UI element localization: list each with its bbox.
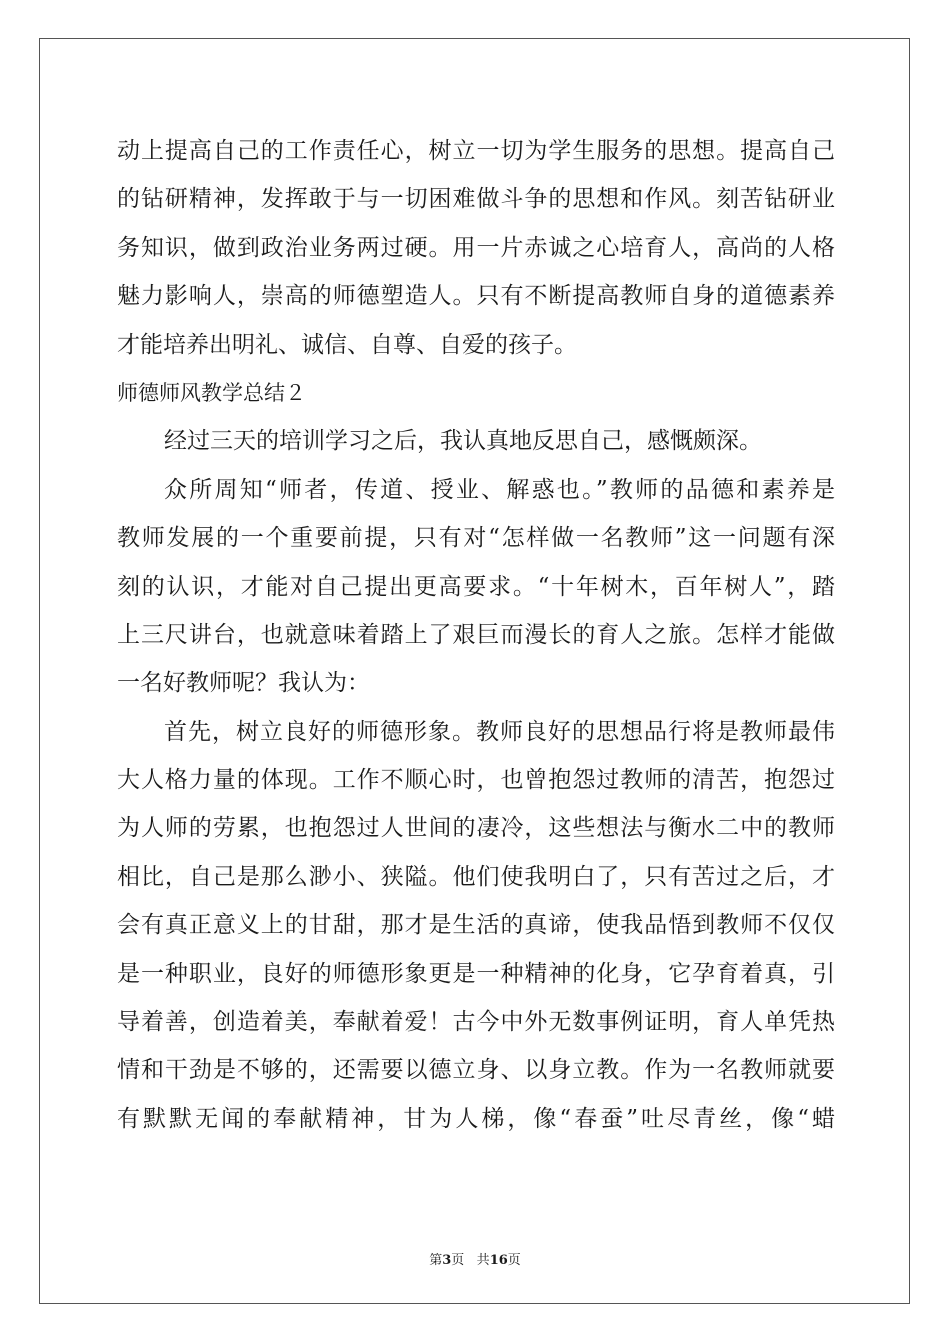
footer-total-prefix: 共 (476, 1253, 490, 1268)
page-footer (0, 1249, 950, 1268)
text-line: 导着善，创造着美，奉献着爱！古今中外无数事例证明，育人单凭热 (117, 1009, 835, 1036)
footer-prefix: 第 (429, 1253, 443, 1268)
text-line: 魅力影响人，崇高的师德塑造人。只有不断提高教师自身的道德素养 (117, 283, 835, 310)
text-line: 是一种职业，良好的师德形象更是一种精神的化身，它孕育着真，引 (117, 960, 835, 987)
text-line: 众所周知“师者，传道、授业、解惑也。”教师的品德和素养是 (164, 476, 835, 503)
page-number: 3 (442, 1253, 452, 1268)
paragraph-3 (117, 466, 835, 708)
paragraph-1 (117, 127, 835, 369)
text-line: 才能培养出明礼、诚信、自尊、自爱的孩子。 (117, 331, 577, 358)
document-body (117, 127, 835, 1143)
text-line: 会有真正意义上的甘甜，那才是生活的真谛，使我品悟到教师不仅仅 (117, 912, 835, 939)
section-heading: 师德师风教学总结２ (117, 380, 306, 405)
text-line: 刻的认识，才能对自己提出更高要求。“十年树木，百年树人”，踏 (117, 573, 835, 600)
text-line: 一名好教师呢？我认为： (117, 670, 370, 697)
text-line: 相比，自己是那么渺小、狭隘。他们使我明白了，只有苦过之后，才 (117, 863, 835, 890)
text-line: 情和干劲是不够的，还需要以德立身、以身立教。作为一名教师就要 (117, 1057, 835, 1084)
total-pages: 16 (489, 1253, 508, 1268)
text-line: 大人格力量的体现。工作不顺心时，也曾抱怨过教师的清苦，抱怨过 (117, 767, 835, 794)
text-line: 动上提高自己的工作责任心，树立一切为学生服务的思想。提高自己 (117, 138, 835, 164)
text-line: 有默默无闻的奉献精神，甘为人梯，像“春蚕”吐尽青丝，像“蜡 (117, 1105, 835, 1132)
text-line: 经过三天的培训学习之后，我认真地反思自己，感慨颇深。 (164, 428, 762, 455)
text-line: 为人师的劳累，也抱怨过人世间的凄冷，这些想法与衡水二中的教师 (117, 815, 835, 842)
text-line: 上三尺讲台，也就意味着踏上了艰巨而漫长的育人之旅。怎样才能做 (117, 621, 835, 648)
text-line: 首先，树立良好的师德形象。教师良好的思想品行将是教师最伟 (164, 718, 835, 745)
paragraph-4 (117, 708, 835, 1144)
footer-total-suffix: 页 (507, 1253, 521, 1268)
paragraph-2 (117, 417, 835, 465)
text-line: 教师发展的一个重要前提，只有对“怎样做一名教师”这一问题有深 (117, 525, 835, 552)
text-line: 的钻研精神，发挥敢于与一切困难做斗争的思想和作风。刻苦钻研业 (117, 186, 835, 213)
text-line: 务知识，做到政治业务两过硬。用一片赤诚之心培育人，高尚的人格 (117, 234, 835, 261)
footer-page-suffix: 页 (451, 1253, 465, 1268)
